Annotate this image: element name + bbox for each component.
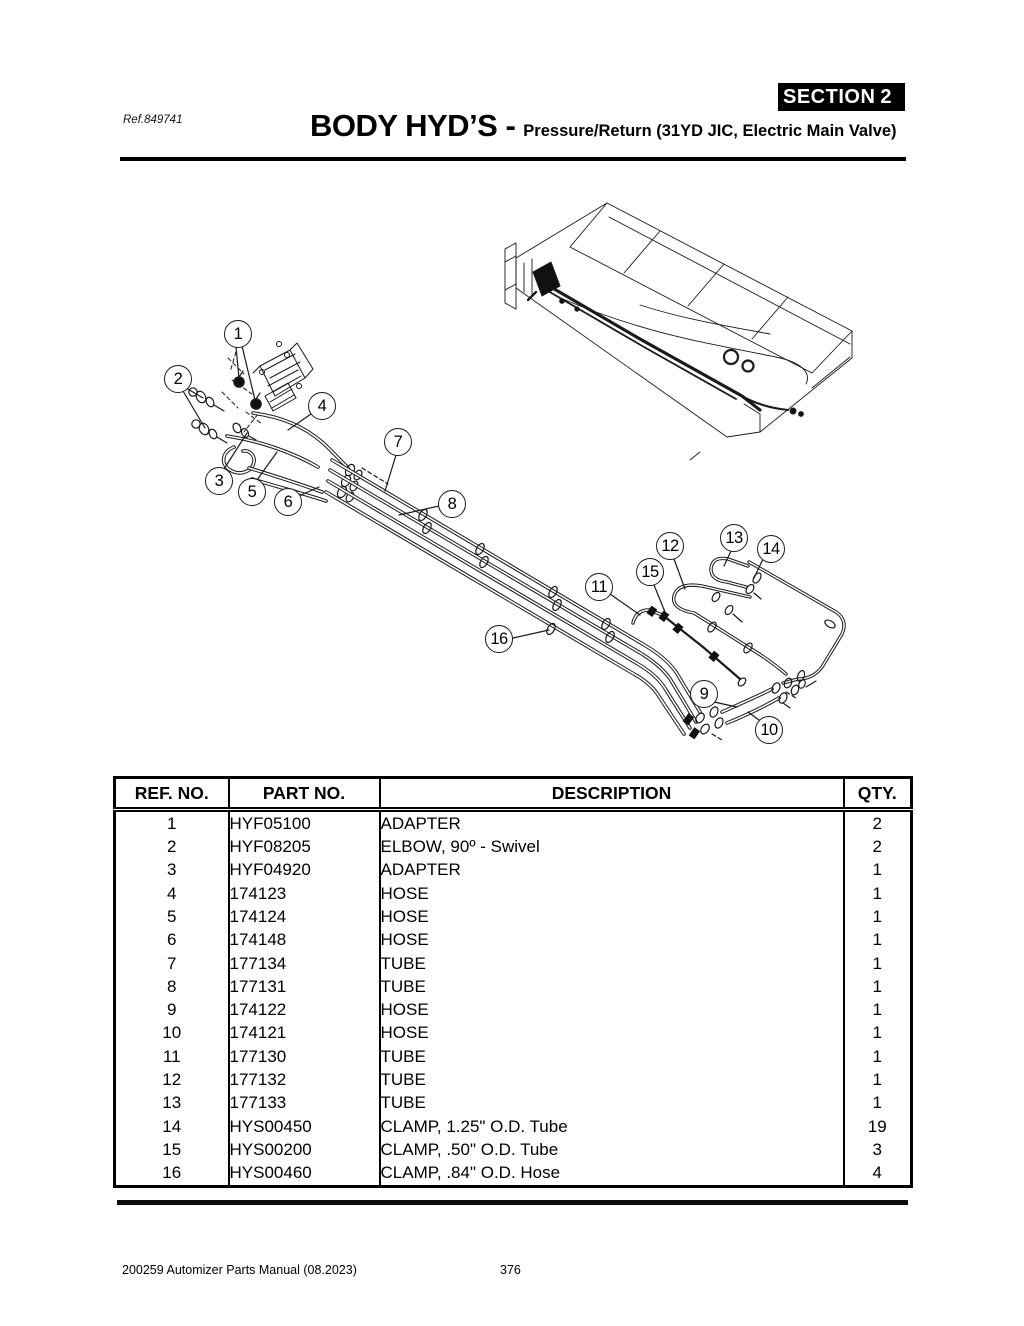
- cell-ref: 6: [167, 930, 177, 950]
- section-badge: [778, 83, 905, 111]
- cell-qty: 1: [844, 1022, 912, 1045]
- table-row: [115, 1022, 912, 1045]
- cell-desc: CLAMP, 1.25" O.D. Tube: [380, 1115, 844, 1138]
- table-row: [115, 1138, 912, 1161]
- cell-part: HYF08205: [229, 835, 380, 858]
- table-row: [115, 1092, 912, 1115]
- cell-ref: 8: [167, 976, 177, 996]
- page-title-sub: Pressure/Return (31YD JIC, Electric Main Valve): [523, 122, 897, 140]
- cell-qty: 3: [844, 1138, 912, 1161]
- cell-qty: 19: [844, 1115, 912, 1138]
- cell-ref: 2: [167, 837, 177, 857]
- callout-4: 4: [308, 392, 336, 420]
- cell-ref: 4: [167, 883, 177, 903]
- cell-desc: HOSE: [380, 1022, 844, 1045]
- cell-desc: HOSE: [380, 905, 844, 928]
- callout-8: 8: [438, 490, 466, 518]
- callout-7: 7: [384, 428, 412, 456]
- table-row: [115, 859, 912, 882]
- cell-ref: 10: [162, 1023, 182, 1043]
- cell-desc: TUBE: [380, 1045, 844, 1068]
- cell-ref: 11: [162, 1046, 181, 1066]
- callout-11: 11: [585, 573, 613, 601]
- parts-table: [113, 776, 913, 1188]
- cell-qty: 4: [844, 1161, 912, 1186]
- footer-page-number: 376: [500, 1263, 521, 1277]
- cell-part: 174122: [229, 998, 380, 1021]
- cell-qty: 1: [844, 975, 912, 998]
- footer-manual-info: 200259 Automizer Parts Manual (08.2023): [122, 1263, 357, 1277]
- table-row: [115, 1068, 912, 1091]
- cell-ref: 12: [162, 1069, 182, 1089]
- cell-qty: 2: [844, 835, 912, 858]
- cell-ref: 15: [162, 1139, 182, 1159]
- section-number: 2: [880, 85, 892, 108]
- cell-part: 174123: [229, 882, 380, 905]
- table-row: [115, 835, 912, 858]
- col-header-part-no: PART NO.: [229, 778, 380, 810]
- cell-desc: HOSE: [380, 998, 844, 1021]
- valve-bank: [253, 342, 313, 412]
- table-row: [115, 810, 912, 836]
- cell-desc: ADAPTER: [380, 810, 844, 836]
- reference-number: Ref.849741: [123, 114, 183, 126]
- cell-qty: 1: [844, 998, 912, 1021]
- cell-desc: ADAPTER: [380, 859, 844, 882]
- cell-part: HYS00450: [229, 1115, 380, 1138]
- cell-qty: 1: [844, 1092, 912, 1115]
- table-row: [115, 975, 912, 998]
- cell-qty: 1: [844, 1045, 912, 1068]
- cell-qty: 1: [844, 1068, 912, 1091]
- cell-part: HYF04920: [229, 859, 380, 882]
- cell-ref: 13: [162, 1093, 182, 1113]
- callout-1: 1: [224, 320, 252, 348]
- cell-desc: HOSE: [380, 882, 844, 905]
- cell-desc: TUBE: [380, 975, 844, 998]
- cell-part: 177133: [229, 1092, 380, 1115]
- footer-rule: [117, 1200, 908, 1205]
- table-row: [115, 1161, 912, 1186]
- cell-qty: 1: [844, 928, 912, 951]
- cell-part: 174124: [229, 905, 380, 928]
- section-label: SECTION: [783, 85, 876, 108]
- table-row: [115, 905, 912, 928]
- callout-6: 6: [274, 488, 302, 516]
- cell-part: 177134: [229, 952, 380, 975]
- cell-ref: 9: [167, 1000, 177, 1020]
- cell-part: 174121: [229, 1022, 380, 1045]
- callout-13: 13: [720, 524, 748, 552]
- page-title-main: BODY HYD’S -: [310, 108, 516, 143]
- callout-5: 5: [238, 478, 266, 506]
- cell-ref: 5: [167, 906, 177, 926]
- elbow-fittings: [189, 388, 256, 443]
- table-row: [115, 1115, 912, 1138]
- callout-16: 16: [485, 625, 513, 653]
- cell-ref: 1: [167, 813, 177, 833]
- cell-part: HYS00200: [229, 1138, 380, 1161]
- cell-desc: TUBE: [380, 952, 844, 975]
- cell-desc: TUBE: [380, 1068, 844, 1091]
- col-header-qty: QTY.: [844, 778, 912, 810]
- callout-15: 15: [636, 558, 664, 586]
- table-row: [115, 998, 912, 1021]
- callout-14: 14: [757, 535, 785, 563]
- cell-part: HYS00460: [229, 1161, 380, 1186]
- cell-part: 177131: [229, 975, 380, 998]
- table-row: [115, 1045, 912, 1068]
- cell-ref: 7: [167, 953, 177, 973]
- cell-desc: CLAMP, .84" O.D. Hose: [380, 1161, 844, 1186]
- cell-qty: 2: [844, 810, 912, 836]
- cell-part: 177132: [229, 1068, 380, 1091]
- cell-part: 177130: [229, 1045, 380, 1068]
- cell-desc: HOSE: [380, 928, 844, 951]
- table-row: [115, 928, 912, 951]
- cell-desc: TUBE: [380, 1092, 844, 1115]
- table-row: [115, 882, 912, 905]
- cell-part: 174148: [229, 928, 380, 951]
- title-rule: [120, 157, 906, 161]
- cell-ref: 14: [162, 1116, 182, 1136]
- callout-2: 2: [164, 365, 192, 393]
- cell-qty: 1: [844, 952, 912, 975]
- cell-qty: 1: [844, 882, 912, 905]
- cell-desc: CLAMP, .50" O.D. Tube: [380, 1138, 844, 1161]
- table-row: [115, 952, 912, 975]
- callout-3: 3: [205, 467, 233, 495]
- col-header-description: DESCRIPTION: [380, 778, 844, 810]
- truck-body-inset: [505, 203, 852, 460]
- callout-10: 10: [755, 716, 783, 744]
- callout-9: 9: [690, 680, 718, 708]
- cell-qty: 1: [844, 905, 912, 928]
- cell-qty: 1: [844, 859, 912, 882]
- page-title: [310, 108, 897, 144]
- cell-ref: 16: [162, 1163, 182, 1183]
- table-header-row: [115, 778, 912, 810]
- callout-12: 12: [656, 532, 684, 560]
- cell-ref: 3: [167, 860, 177, 880]
- cell-part: HYF05100: [229, 810, 380, 836]
- col-header-ref-no: REF. NO.: [115, 778, 229, 810]
- cell-desc: ELBOW, 90º - Swivel: [380, 835, 844, 858]
